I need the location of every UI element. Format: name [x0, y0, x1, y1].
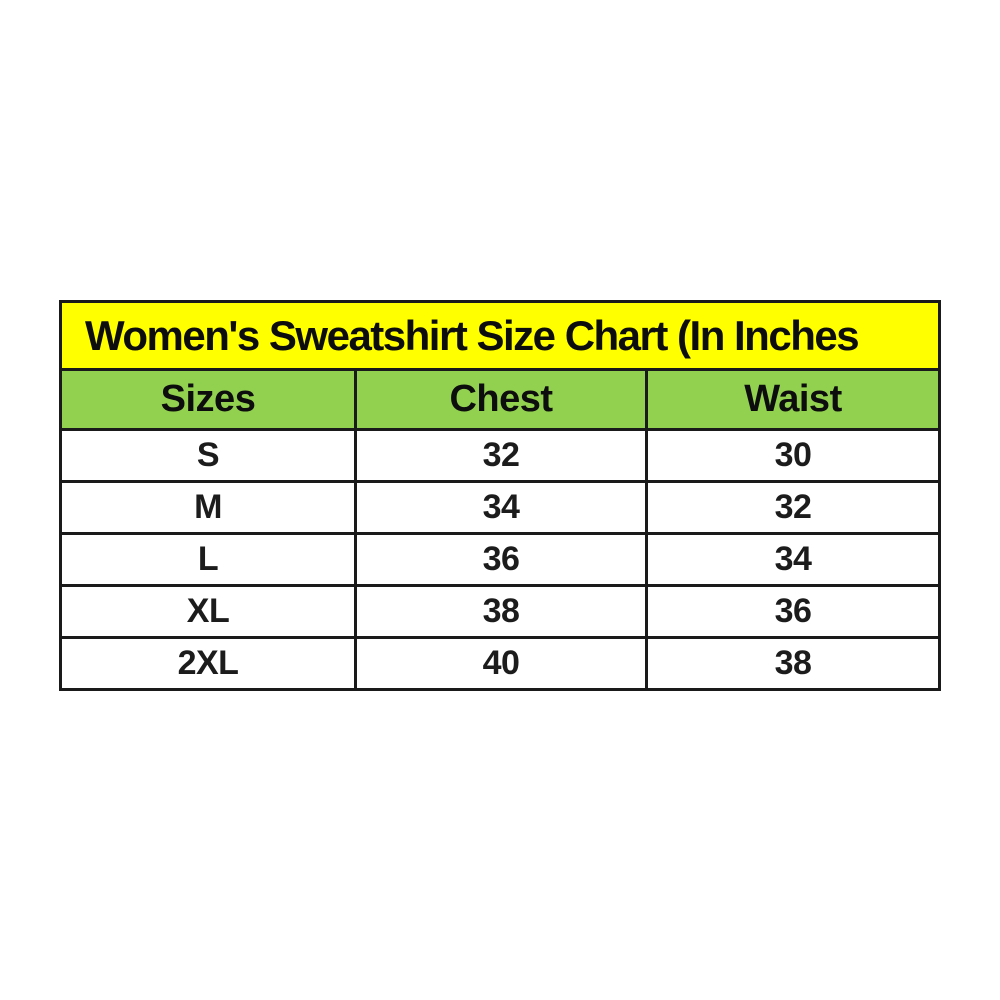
size-cell: M — [61, 482, 356, 534]
waist-cell: 34 — [647, 534, 940, 586]
table-row-2xl — [61, 638, 940, 690]
title-row — [61, 302, 940, 370]
waist-cell: 32 — [647, 482, 940, 534]
table-row-xl — [61, 586, 940, 638]
waist-cell: 38 — [647, 638, 940, 690]
size-cell: S — [61, 430, 356, 482]
chest-cell: 38 — [356, 586, 647, 638]
column-header-chest: Chest — [356, 370, 647, 430]
size-cell: 2XL — [61, 638, 356, 690]
header-row — [61, 370, 940, 430]
size-cell: L — [61, 534, 356, 586]
waist-cell: 30 — [647, 430, 940, 482]
waist-cell: 36 — [647, 586, 940, 638]
chest-cell: 36 — [356, 534, 647, 586]
column-header-waist: Waist — [647, 370, 940, 430]
size-chart-table — [59, 300, 941, 691]
size-cell: XL — [61, 586, 356, 638]
table-title: Women's Sweatshirt Size Chart (In Inches — [61, 302, 940, 370]
table-row-l — [61, 534, 940, 586]
chest-cell: 32 — [356, 430, 647, 482]
chest-cell: 40 — [356, 638, 647, 690]
column-header-sizes: Sizes — [61, 370, 356, 430]
table-row-m — [61, 482, 940, 534]
table-row-s — [61, 430, 940, 482]
chest-cell: 34 — [356, 482, 647, 534]
